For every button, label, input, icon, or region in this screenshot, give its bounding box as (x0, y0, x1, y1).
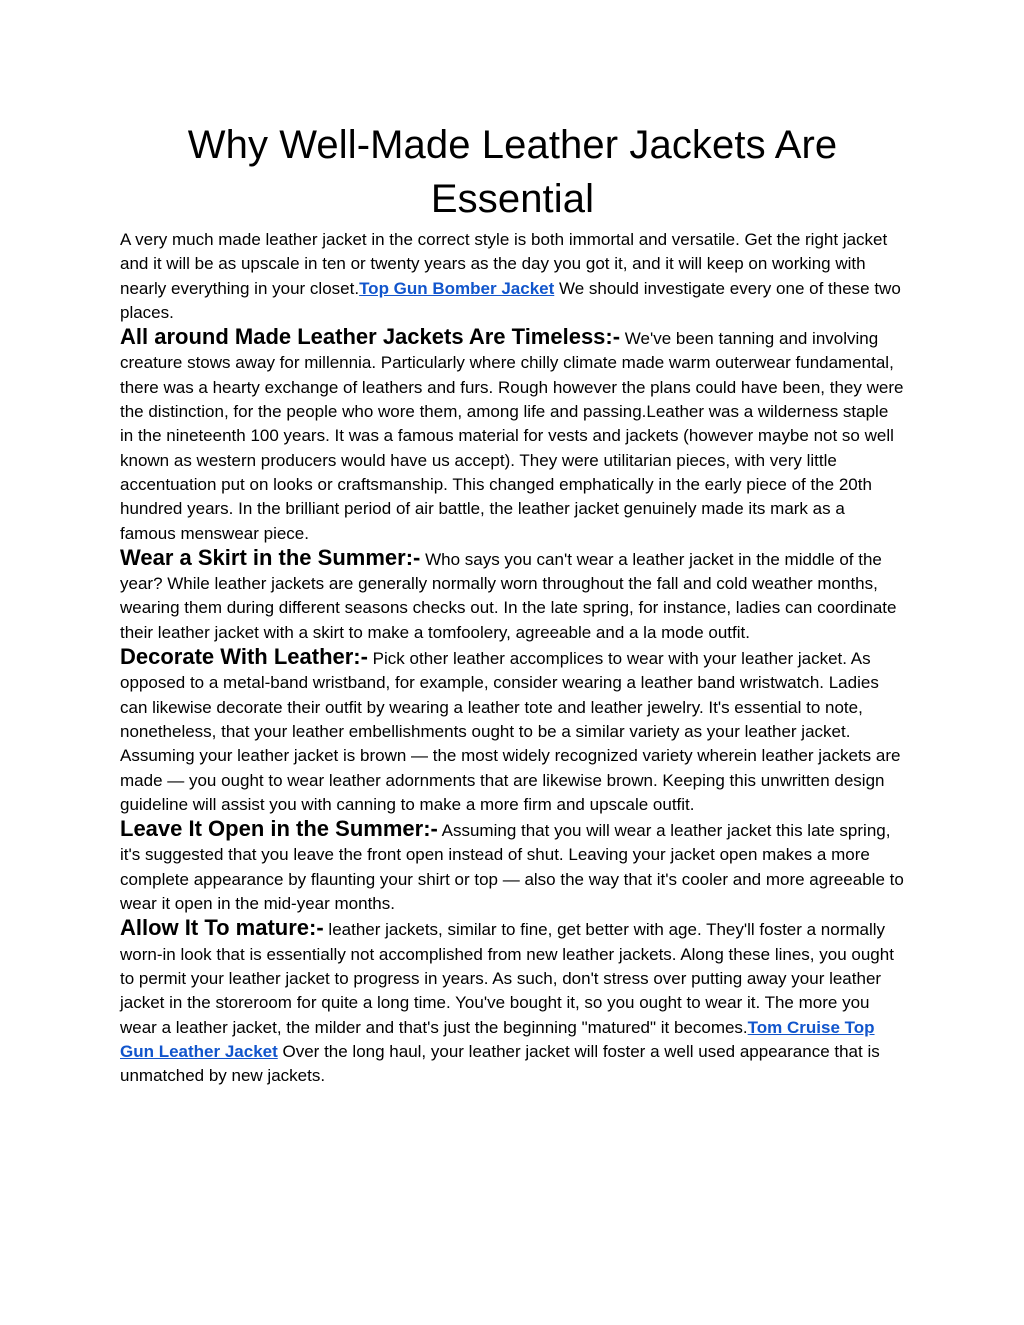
document-page (120, 118, 905, 1088)
section-heading: Wear a Skirt in the Summer:- (120, 544, 421, 570)
section-heading: All around Made Leather Jackets Are Timeless:- (120, 324, 621, 350)
intro-paragraph (120, 228, 905, 325)
section-paragraph (120, 546, 905, 645)
section-heading: Decorate With Leather:- (120, 644, 368, 670)
section-body: Assuming that you will wear a leather jacket this late spring, it's suggested that you leave the front open instead of shut. Leaving your jacket open makes a more complete appearance by flaunting your shirt or top — also the way that it's cooler and more agreeable to wear it open in the mid-year months. (120, 821, 904, 914)
section-body: We've been tanning and involving creature stows away for millennia. Particularly where chilly climate made warm outerwear fundamental, there was a hearty exchange of leathers and furs. Rough however the plans could have been, they were the distinction, for the people who wore them, among life and passing.Leather was a wilderness staple in the nineteenth 100 years. It was a famous material for vests and jackets (however maybe not so well known as western producers would have us accept). They were utilitarian pieces, with very little accentuation put on looks or craftsmanship. This changed emphatically in the early piece of the 20th hundred years. In the brilliant period of air battle, the leather jacket genuinely made its mark as a famous menswear piece. (120, 329, 904, 543)
section-body-after-link: Over the long haul, your leather jacket will foster a well used appearance that is unmatched by new jackets. (120, 1041, 880, 1086)
section-body: leather jackets, similar to fine, get better with age. They'll foster a normally worn-in look that is essentially not accomplished from new leather jackets. Along these lines, you ought to permit your leather jacket to progress in years. As such, don't stress over putting away your leather jacket in the storeroom for quite a long time. You've bought it, so you ought to wear it. The more you wear a leather jacket, the milder and that's just the beginning "matured" it becomes. (120, 920, 894, 1037)
section-body: Pick other leather accomplices to wear with your leather jacket. As opposed to a metal-band wristband, for example, consider wearing a leather band wristwatch. Ladies can likewise decorate their outfit by wearing a leather tote and leather jewelry. It's essential to note, nonetheless, that your leather embellishments ought to be a similar variety as your leather jacket. Assuming your leather jacket is brown — the most widely recognized variety wherein leather jackets are made — you ought to wear leather adornments that are likewise brown. Keeping this unwritten design guideline will assist you with canning to make a more firm and upscale outfit. (120, 649, 901, 814)
intro-text-after-link: We should investigate every one of these two places. (120, 278, 901, 322)
section-paragraph (120, 645, 905, 817)
section-heading: Leave It Open in the Summer:- (120, 816, 438, 842)
tom-cruise-top-gun-leather-jacket-link[interactable]: Tom Cruise Top Gun Leather Jacket (120, 1017, 875, 1061)
intro-text: A very much made leather jacket in the correct style is both immortal and versatile. Get the right jacket and it will be as upscale in ten or twenty years as the day you got it, and it will keep on working with nearly everything in your closet. (120, 230, 888, 298)
top-gun-bomber-jacket-link[interactable]: Top Gun Bomber Jacket (359, 278, 555, 298)
section-heading: Allow It To mature:- (120, 915, 324, 941)
section-body: Who says you can't wear a leather jacket in the middle of the year? While leather jackets are generally normally worn throughout the fall and cold weather months, wearing them during different seasons checks out. In the late spring, for instance, ladies can coordinate their leather jacket with a skirt to make a tomfoolery, agreeable and a la mode outfit. (120, 549, 897, 642)
page-title: Why Well-Made Leather Jackets Are Essential (187, 123, 838, 221)
section-paragraph (120, 817, 905, 916)
section-paragraph (120, 325, 905, 546)
section-paragraph (120, 916, 905, 1088)
